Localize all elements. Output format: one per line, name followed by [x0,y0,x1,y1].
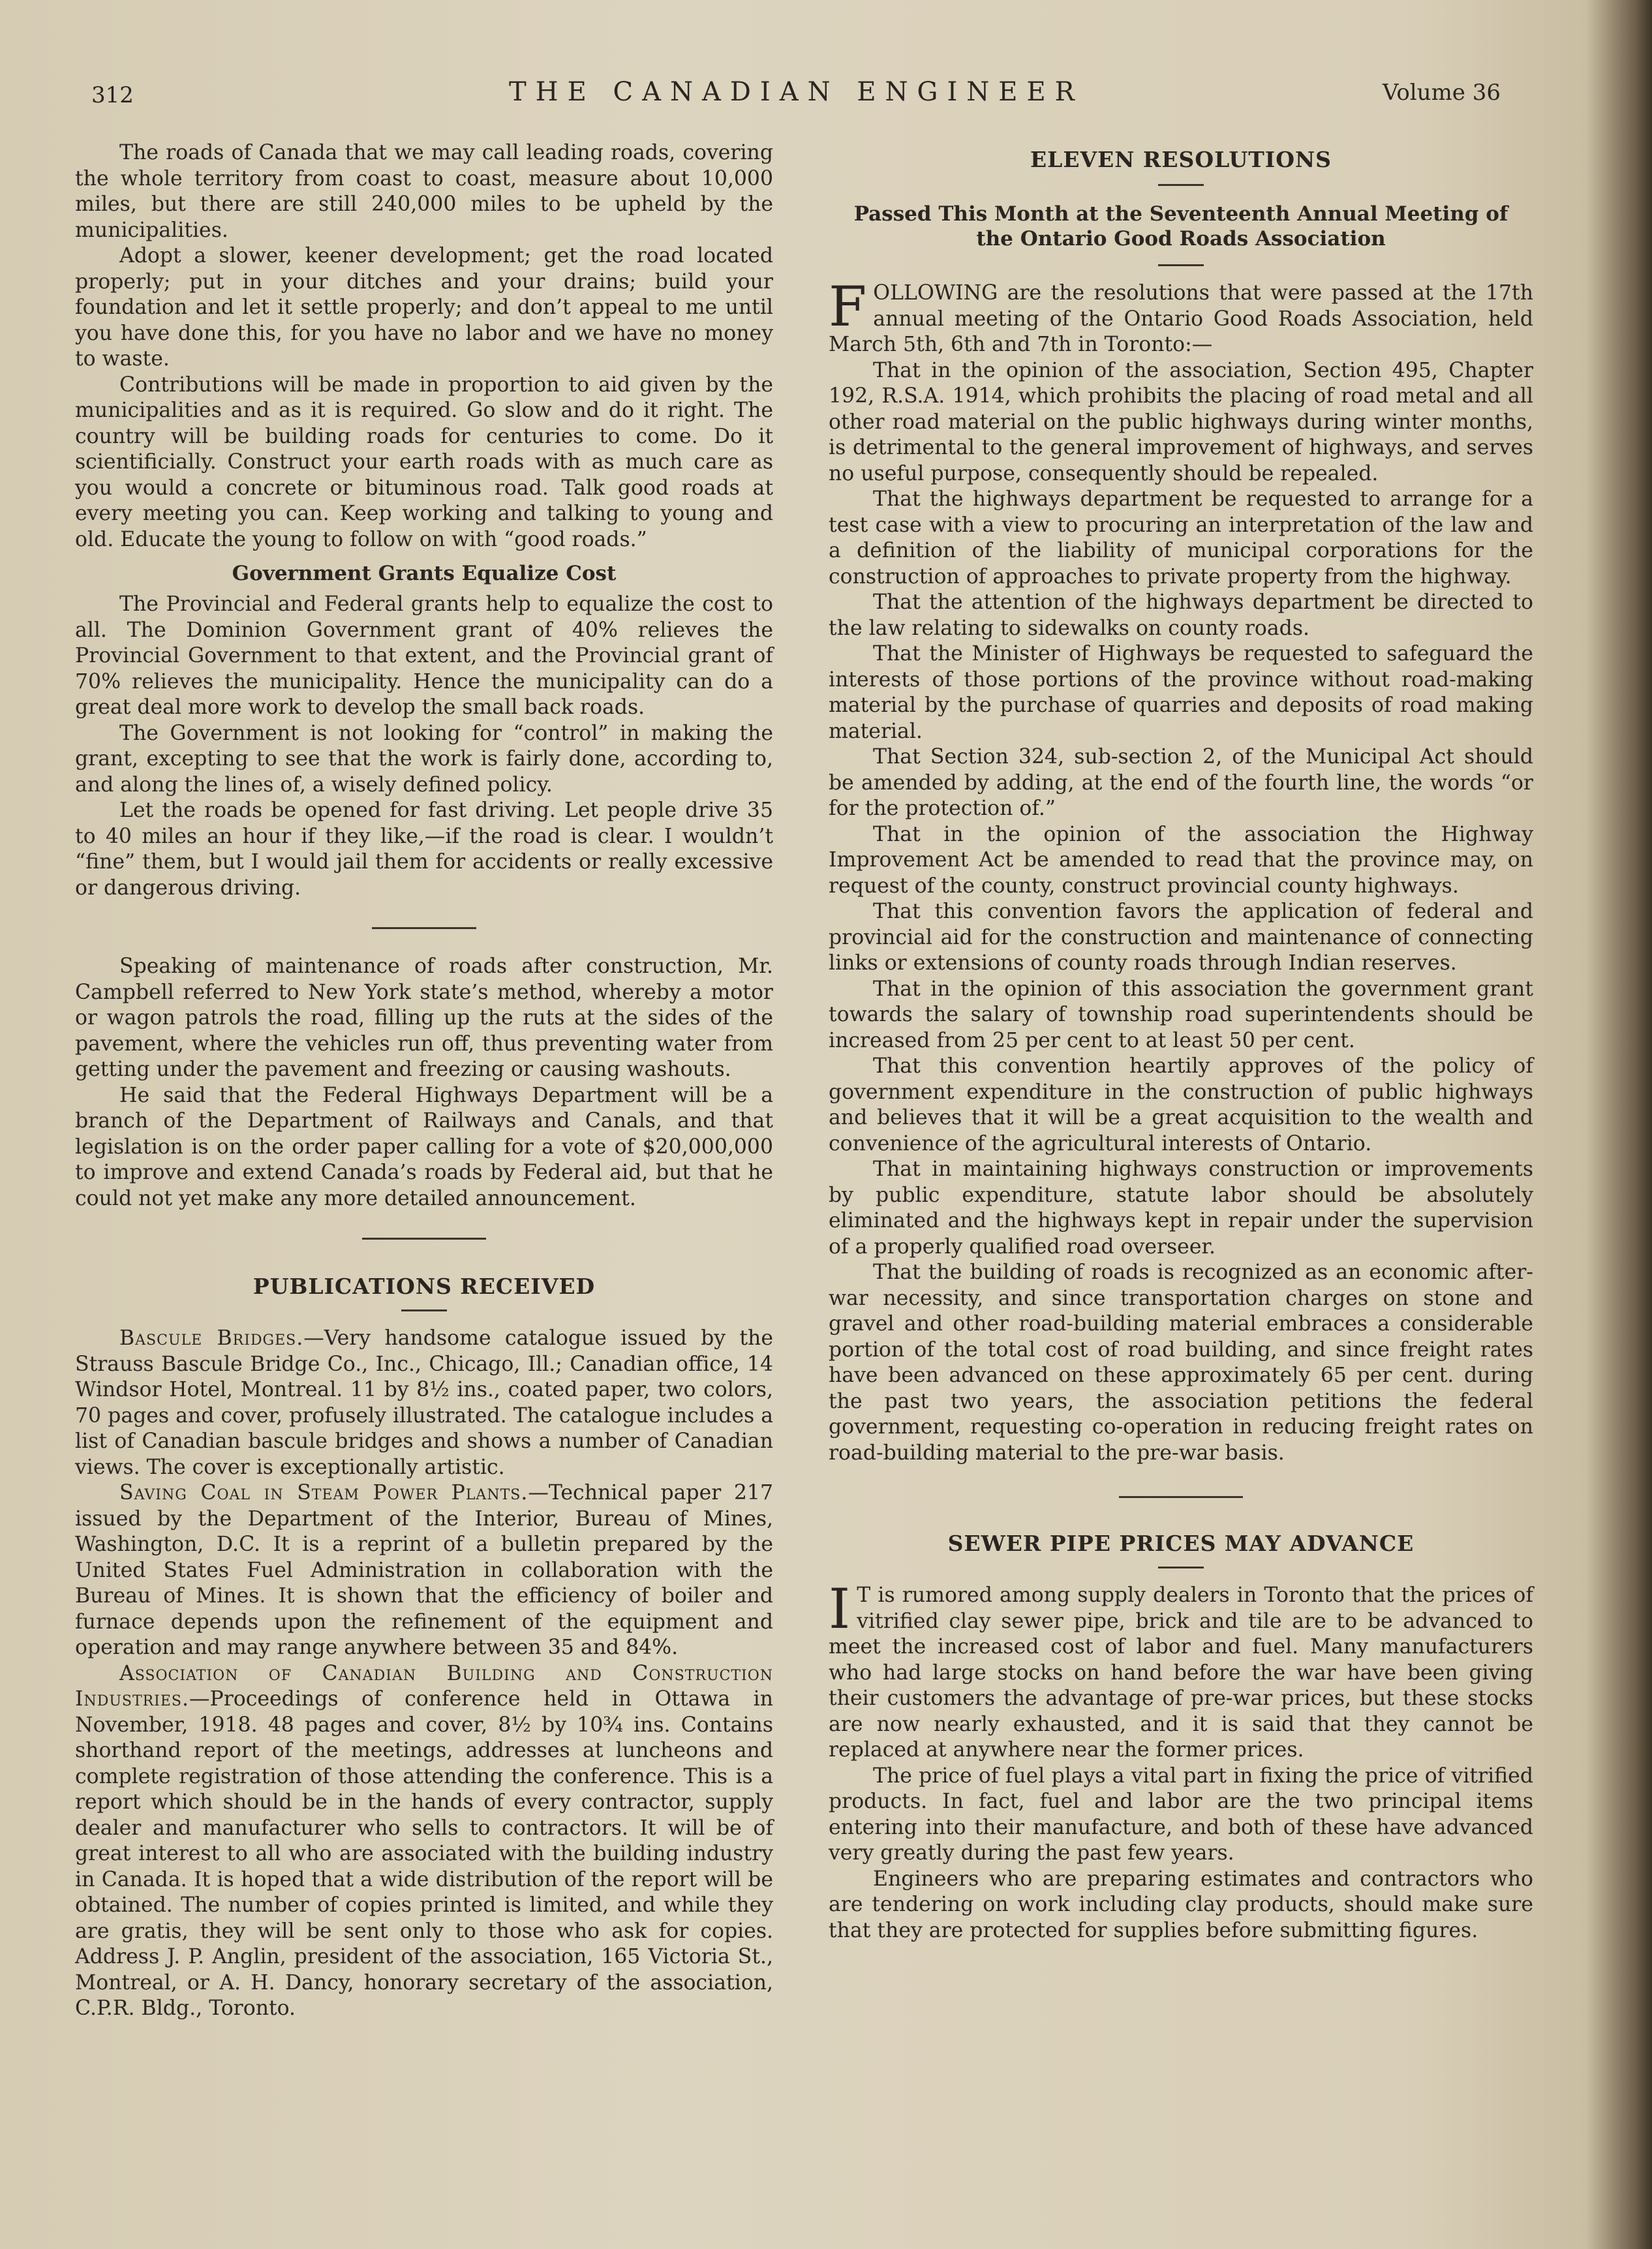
paragraph: The price of fuel plays a vital part in fixing the price of vitrified products. In fact, fuel and labor are the two principal items entering into their manufacture, and both of these have advanced very greatly during the past few years. [829,1764,1533,1865]
journal-title: THE CANADIAN ENGINEER [509,77,1084,107]
paragraph: The Government is not looking for “control” in making the grant, excepting to see that the work is fairly done, according to, and along the lines of, a wisely defined policy. [75,721,773,797]
left-column [75,140,773,2022]
divider [362,1238,486,1240]
resolution: That this convention heartily approves of the policy of government expenditure in the construction of public highways and believes that it will be a great acquisition to the wealth and convenience of the agricultural interests of Ontario. [829,1054,1533,1155]
section-subheading: Government Grants Equalize Cost [232,562,617,585]
drop-cap: F [829,275,867,339]
publication-entry [75,1480,773,1661]
divider [372,927,476,929]
paragraph: Adopt a slower, keener development; get the road located properly; put in your ditches and your drains; build your foundation and let it settle properly; and don’t appeal to me until you have done this, for you have no labor and we have no money to waste. [75,244,773,371]
paragraph: Speaking of maintenance of roads after construction, Mr. Campbell referred to New York state’s method, whereby a motor or wagon patrols the road, filling up the ruts at the sides of the pavement, where the vehicles run off, thus preventing water from getting under the pavement and freezing or causing washouts. [75,955,773,1081]
section-subheading: Passed This Month at the Seventeenth Annual Meeting of the Ontario Good Roads Association [853,202,1508,251]
publication-body: —Technical paper 217 issued by the Department of the Interior, Bureau of Mines, Washington, D.C. It is a reprint of a bulletin prepared by the United States Fuel Administration in collaboration with the Bureau of Mines. It is shown that the efficiency of boiler and furnace depends upon the refinement of the equipment and operation and may range anywhere between 35 and 84%. [75,1481,774,1659]
paragraph: I T is rumored among supply dealers in Toronto that the prices of vitrified clay sewer pipe, brick and tile are to be advanced to meet the increased cost of labor and fuel. Many manufacturers who had large stocks on hand before the war have been giving their customers the advantage of pre-war prices, but these stocks are now nearly exhausted, and it is said that they cannot be replaced at anywhere near the former prices. [829,1577,1533,1762]
section-heading: PUBLICATIONS RECEIVED [252,1274,596,1299]
resolution: That in the opinion of the association the Highway Improvement Act be amended to read that the province may, on request of the county, construct provincial county highways. [829,822,1533,898]
publication-body: —Very handsome catalogue issued by the Strauss Bascule Bridge Co., Inc., Chicago, Ill.; Canadian office, 14 Windsor Hotel, Montreal. 11 by 8½ ins., coated paper, two colors, 70 pages and cover, profusely illustrated. The catalogue includes a list of Canadian bascule bridges and shows a number of Canadian views. The cover is exceptionally artistic. [75,1326,773,1479]
paragraph: He said that the Federal Highways Department will be a branch of the Department of Railways and Canals, and that legislation is on the order paper calling for a vote of $20,000,000 to improve and extend Canada’s roads by Federal aid, but that he could not yet make any more detailed announcement. [75,1083,773,1210]
publication-entry [75,1326,773,1480]
divider [1158,184,1204,186]
publication-title: Association of Canadian Building and Construction Industries. [75,1661,773,1711]
paragraph: The roads of Canada that we may call leading roads, covering the whole territory from coast to coast, measure about 10,000 miles, but there are still 240,000 miles to be upheld by the municipalities. [75,141,773,242]
divider [1158,1567,1204,1568]
resolution: That the Minister of Highways be requested to safeguard the interests of those portions of the province without road-making material by the purchase of quarries and deposits of road making material. [829,642,1533,743]
right-column [829,140,1533,1944]
resolution: That in maintaining highways construction or improvements by public expenditure, statute labor should be absolutely eliminated and the highways kept in repair under the supervision of a properly qualified road overseer. [829,1157,1533,1259]
resolution: That in the opinion of the association, Section 495, Chapter 192, R.S.A. 1914, which prohibits the placing of road metal and all other road material on the public highways during winter months, is detrimental to the general improvement of highways, and serves no useful purpose, consequently should be repealed. [829,358,1533,485]
resolution: That the building of roads is recognized as an economic after-war necessity, and since transportation charges on stone and gravel and other road-building material embraces a considerable portion of the total cost of road building, and since freight rates have been advanced on these approximately 65 per cent. during the past two years, the association petitions the federal government, requesting co-operation in reducing freight rates on road-building material to the pre-war basis. [829,1261,1533,1465]
paragraph: FOLLOWING are the resolutions that were passed at the 17th annual meeting of the Ontario Good Roads Association, held March 5th, 6th and 7th in Toronto:— [829,275,1533,356]
paragraph: Engineers who are preparing estimates and contractors who are tendering on work including clay products, should make sure that they are protected for supplies before submitting figures. [829,1867,1533,1942]
paragraph: The Provincial and Federal grants help to equalize the cost to all. The Dominion Government grant of 40% relieves the Provincial Government to that extent, and the Provincial grant of 70% relieves the municipality. Hence the municipality can do a great deal more work to develop the small back roads. [75,592,773,719]
volume-label: Volume 36 [1382,80,1501,106]
resolution: That this convention favors the application of federal and provincial aid for the construction and maintenance of connecting links or extensions of county roads through Indian reserves. [829,900,1533,975]
running-header [85,77,1501,116]
drop-cap: I [829,1577,851,1641]
resolution: That Section 324, sub-section 2, of the Municipal Act should be amended by adding, at the end of the fourth line, the words “or for the protection of.” [829,745,1533,820]
section-heading: SEWER PIPE PRICES MAY ADVANCE [947,1531,1415,1556]
paragraph: Contributions will be made in proportion to aid given by the municipalities and as it is required. Go slow and do it right. The country will be building roads for centuries to come. Do it scientificially. Construct your earth roads with as much care as you would a concrete or bituminous road. Talk good roads at every meeting you can. Keep working and talking to young and old. Educate the young to follow on with “good roads.” [75,373,773,551]
section-heading: ELEVEN RESOLUTIONS [1030,147,1332,172]
divider [1158,264,1204,266]
divider [401,1309,447,1311]
publication-title: Bascule Bridges. [119,1326,304,1350]
publication-entry [75,1661,773,2022]
paragraph: Let the roads be opened for fast driving. Let people drive 35 to 40 miles an hour if they like,—if the road is clear. I wouldn’t “fine” them, but I would jail them for accidents or really excessive or dangerous driving. [75,799,773,900]
publication-title: Saving Coal in Steam Power Plants. [119,1481,528,1505]
publication-body: —Proceedings of conference held in Ottawa in November, 1918. 48 pages and cover, 8½ by 10¾ ins. Contains shorthand report of the meetings, addresses at luncheons and complete registration of those attending the conference. This is a report which should be in the hands of every contractor, supply dealer and manufacturer who sells to contractors. It will be of great interest to all who are associated with the building industry in Canada. It is hoped that a wide distribution of the report will be obtained. The number of copies printed is limited, and while they are gratis, they will be sent only to those who ask for copies. Address J. P. Anglin, president of the association, 165 Victoria St., Montreal, or A. H. Dancy, honorary secretary of the association, C.P.R. Bldg., Toronto. [75,1687,773,2020]
page-number: 312 [91,82,134,108]
divider [1119,1496,1243,1498]
resolution: That the attention of the highways department be directed to the law relating to sidewalks on county roads. [829,590,1533,640]
resolution: That the highways department be requested to arrange for a test case with a view to procuring an interpretation of the law and a definition of the liability of municipal corporations for the construction of approaches to private property from the highway. [829,487,1533,589]
resolution: That in the opinion of this association the government grant towards the salary of township road superintendents should be increased from 25 per cent to at least 50 per cent. [829,977,1533,1052]
